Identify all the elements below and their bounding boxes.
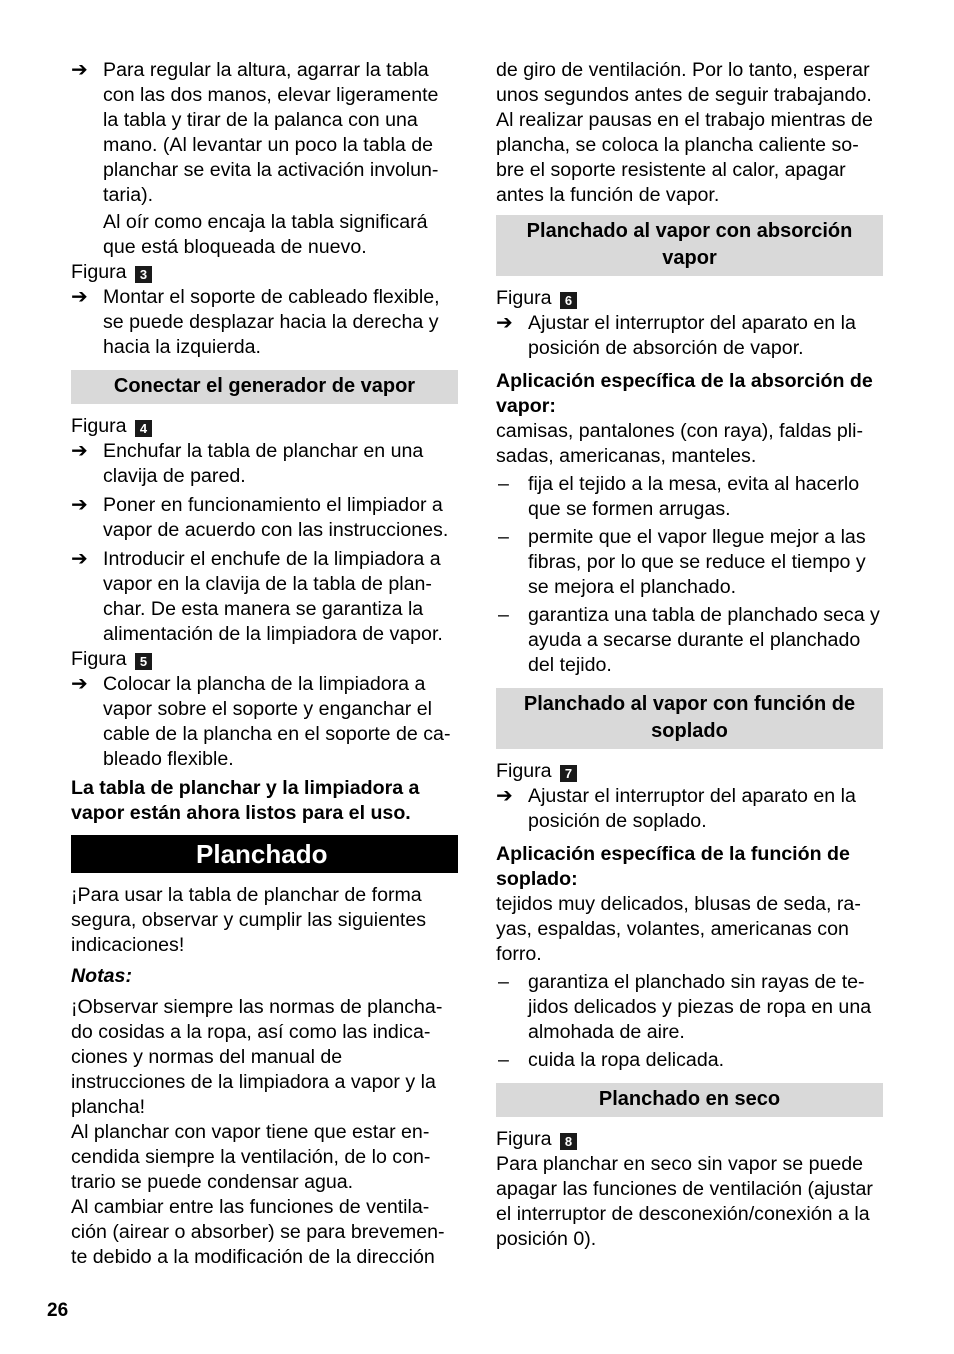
bullet-item — [496, 472, 883, 522]
application-title: Aplicación específica de la función de soplado: — [496, 843, 850, 890]
arrow-right-icon: ➔ — [71, 494, 88, 516]
arrow-right-icon: ➔ — [71, 548, 88, 570]
instruction-step — [71, 547, 458, 647]
dash-icon: – — [498, 971, 509, 993]
instruction-step — [71, 439, 458, 489]
section-heading-absorcion: Planchado al vapor con absorción vapor — [496, 215, 883, 276]
bullet-text: garantiza el planchado sin rayas de te-jidos delicados y piezas de ropa en una almohada de aire. — [528, 971, 872, 1043]
note-text: ¡Observar siempre las normas de plancha-do cosidas a la ropa, así como las indica-ciones y normas del manual de instrucciones de la limpiadora a vapor y la plancha! — [71, 996, 443, 1118]
intro-text: ¡Para usar la tabla de planchar de forma segura, observar y cumplir las siguientes indicaciones! — [71, 884, 427, 956]
step-text: Ajustar el interruptor del aparato en la posición de absorción de vapor. — [528, 312, 856, 359]
bullet-text: garantiza una tabla de planchado seca y ayuda a secarse durante el planchado del tejido. — [528, 604, 880, 676]
step-text: Enchufar la tabla de planchar en una clavija de pared. — [103, 440, 424, 487]
arrow-right-icon: ➔ — [71, 673, 88, 695]
step-text: Montar el soporte de cableado flexible, se puede desplazar hacia la derecha y hacia la izquierda. — [103, 286, 440, 358]
dash-icon: – — [498, 473, 509, 495]
figure-number: 8 — [560, 1133, 577, 1150]
notes-label: Notas: — [71, 965, 132, 987]
body-text: Para planchar en seco sin vapor se puede apagar las funciones de ventilación (ajustar el interruptor de desconexión/conexión a la posición 0). — [496, 1153, 873, 1250]
bullet-text: permite que el vapor llegue mejor a las fibras, por lo que se reduce el tiempo y se mejora el planchado. — [528, 526, 866, 598]
figure-number: 5 — [135, 653, 152, 670]
figure-reference: Figura 3 — [71, 260, 458, 285]
page-number: 26 — [47, 1300, 69, 1321]
figure-reference: Figura 4 — [71, 414, 458, 439]
application-title: Aplicación específica de la absorción de vapor: — [496, 370, 873, 417]
application-text: camisas, pantalones (con raya), faldas pli-sadas, americanas, manteles. — [496, 420, 864, 467]
note-text: Al cambiar entre las funciones de ventila-ción (airear o absorber) se para brevemen-te debido a la modificación de la dirección — [71, 1196, 445, 1268]
continuation-text: de giro de ventilación. Por lo tanto, esperar unos segundos antes de seguir trabajando. Al realizar pausas en el trabajo mientras de plancha, se coloca la plancha caliente so-bre el soporte resistente al calor, apagar antes la función de vapor. — [496, 59, 873, 206]
instruction-step — [71, 672, 458, 772]
arrow-right-icon: ➔ — [71, 59, 88, 81]
step-continuation: Al oír como encaja la tabla significará que está bloqueada de nuevo. — [103, 211, 428, 258]
instruction-step — [71, 58, 458, 208]
bullet-text: cuida la ropa delicada. — [528, 1049, 725, 1071]
figure-number: 6 — [560, 292, 577, 309]
arrow-right-icon: ➔ — [496, 785, 513, 807]
instruction-step — [71, 493, 458, 543]
note-text: Al planchar con vapor tiene que estar en-cendida siempre la ventilación, de lo con-trario se puede condensar agua. — [71, 1121, 431, 1193]
right-column — [496, 58, 883, 1252]
arrow-right-icon: ➔ — [496, 312, 513, 334]
step-text: Colocar la plancha de la limpiadora a vapor sobre el soporte y enganchar el cable de la plancha en el soporte de ca-bleado flexible. — [103, 673, 451, 770]
figure-number: 3 — [135, 266, 152, 283]
step-text: Ajustar el interruptor del aparato en la posición de soplado. — [528, 785, 856, 832]
section-heading-conectar: Conectar el generador de vapor — [71, 370, 458, 404]
instruction-step — [496, 311, 883, 361]
bullet-item — [496, 603, 883, 678]
instruction-step — [496, 784, 883, 834]
figure-reference: Figura 5 — [71, 647, 458, 672]
application-text: tejidos muy delicados, blusas de seda, ra-yas, espaldas, volantes, americanas con forro. — [496, 893, 861, 965]
figure-reference: Figura 8 — [496, 1127, 883, 1152]
step-text: Poner en funcionamiento el limpiador a vapor de acuerdo con las instrucciones. — [103, 494, 449, 541]
dash-icon: – — [498, 1049, 509, 1071]
figure-number: 7 — [560, 765, 577, 782]
instruction-step — [71, 285, 458, 360]
bullet-item — [496, 970, 883, 1045]
figure-number: 4 — [135, 420, 152, 437]
bullet-item — [496, 525, 883, 600]
dash-icon: – — [498, 526, 509, 548]
bullet-item — [496, 1048, 883, 1073]
left-column — [71, 58, 458, 1270]
section-heading-planchado: Planchado — [71, 835, 458, 873]
ready-statement: La tabla de planchar y la limpiadora a vapor están ahora listos para el uso. — [71, 777, 420, 824]
step-text: Para regular la altura, agarrar la tabla con las dos manos, elevar ligeramente la tabla y tirar de la palanca con una mano. (Al levantar un poco la tabla de planchar se evita la activación involun-taria). — [103, 59, 439, 206]
arrow-right-icon: ➔ — [71, 286, 88, 308]
figure-reference: Figura 7 — [496, 759, 883, 784]
step-text: Introducir el enchufe de la limpiadora a vapor en la clavija de la tabla de plan-char. De esta manera se garantiza la alimentación de la limpiadora de vapor. — [103, 548, 443, 645]
figure-reference: Figura 6 — [496, 286, 883, 311]
arrow-right-icon: ➔ — [71, 440, 88, 462]
bullet-text: fija el tejido a la mesa, evita al hacerlo que se formen arrugas. — [528, 473, 860, 520]
section-heading-soplado: Planchado al vapor con función de soplado — [496, 688, 883, 749]
dash-icon: – — [498, 604, 509, 626]
section-heading-seco: Planchado en seco — [496, 1083, 883, 1117]
